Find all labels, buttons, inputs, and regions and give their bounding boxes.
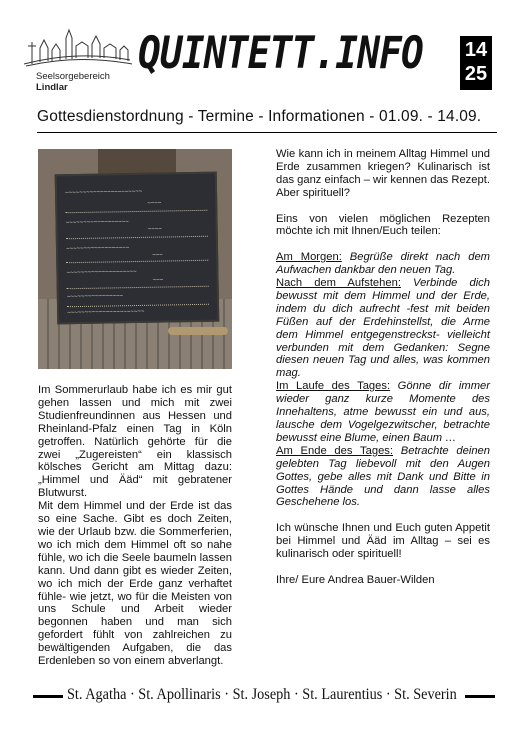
article-paragraph-2: Mit dem Himmel und der Erde ist das so eine Sache. Gibt es doch Zeiten, wie der Urlaub bzw. die Sommerferien, wo ich mich dem Himmel oft so nahe fühle, wo ich die Seele baumeln lassen kann. Und dann gibt es wieder Zeiten, wo ich mich der Erde ganz verhaftet fühle- wie jetzt, wo für die Meisten von uns Schule und Arbeit wieder begonnen haben und man sich gefordert fühlt von zahlreichen zu bewältigenden Aufgaben, die das Erdenleben so von einem abverlangt. xyxy=(38,500,232,668)
step-end-of-day-label: Am Ende des Tages: xyxy=(276,444,393,457)
footer-bar-left xyxy=(33,695,63,698)
step-getting-up-label: Nach dem Aufstehen: xyxy=(276,277,401,290)
footer-parishes xyxy=(33,686,495,706)
step-morning-text: Begrüße direkt nach dem Aufwachen dankbar den neuen Tag. xyxy=(276,251,490,277)
issue-number-bottom: 25 xyxy=(464,63,488,85)
logo-line-2: Lindlar xyxy=(36,82,68,93)
step-end-of-day-text: Betrachte deinen gelebten Tag liebevoll mit den Augen Gottes, gebe alles mit Dank und Bitte in Gottes Hände und dann lasse alles Geschehene los. xyxy=(276,444,491,509)
chalkboard: ~~~~~~~~~~~~~~~~~~~~~~ ~~~~ ~~~~~~~~~~~~~~~~~~ ~~~~ ~~~~~~~~~~~~~~~~~~ ~~~ ~~~~~~~~~~~~~~~~~~~~ ~~~ ~~~~~~~~~~~~~~~~ ~~~~~~~~~~~~~~~~~~~~~~ xyxy=(55,172,220,325)
step-getting-up-text: Verbinde dich bewusst mit dem Himmel und der Erde, indem du dich aufrecht -fest mit beiden Füßen auf der Erdehinstellst, die Arme dem Himmel entgegenstreckst- vielleicht verbunden mit dem Gedanken: Segne diesen neuen Tag und alles, was kommen mag. xyxy=(276,277,490,380)
step-getting-up xyxy=(276,277,490,380)
footer-parish-list: St. Agatha · St. Apollinaris · St. Joseph · St. Laurentius · St. Severin xyxy=(67,686,457,703)
step-morning xyxy=(276,251,490,277)
header-divider xyxy=(37,132,497,133)
left-article-column xyxy=(38,384,232,668)
right-article-column xyxy=(276,148,490,587)
newsletter-title: QUINTETT.INFO xyxy=(138,28,423,79)
intro-question: Aber spirituell? xyxy=(276,186,350,199)
footer-bar-right xyxy=(465,695,495,698)
step-during-day xyxy=(276,380,490,445)
issue-number-top: 14 xyxy=(464,39,488,61)
newsletter-subtitle: Gottesdienstordnung - Termine - Informationen - 01.09. - 14.09. xyxy=(37,108,482,125)
step-during-day-text: Gönne dir immer wieder ganz kurze Momente des Innehaltens, atme bewusst ein und aus, lausche dem Vogelgezwitscher, betrachte bewusst eine Blume, einen Baum … xyxy=(276,380,490,444)
intro-paragraph: Wie kann ich in meinem Alltag Himmel und Erde zusammen kriegen? Kulinarisch ist das ganz einfach – wir kennen das Rezept. xyxy=(276,148,490,186)
step-morning-label: Am Morgen: xyxy=(276,251,342,264)
issue-number-badge xyxy=(460,36,492,90)
church-skyline-icon xyxy=(22,28,134,70)
recipe-intro: Eins von vielen möglichen Rezepten möchte ich mit Ihnen/Euch teilen: xyxy=(276,212,490,238)
chalkboard-menu-photo xyxy=(38,149,232,369)
signature: Ihre/ Eure Andrea Bauer-Wilden xyxy=(276,573,435,586)
wooden-board xyxy=(168,327,228,335)
article-paragraph-1: Im Sommerurlaub habe ich es mir gut gehen lassen und mich mit zwei Studienfreundinnen aus Hessen und Rheinland-Pfalz einen Tag in Köln getroffen. Natürlich gehörte für die zwei „Zugereisten“ ein klassisch kölsches Gericht am Mittag dazu: „Himmel und Ääd“ mit gebratener Blutwurst. xyxy=(38,384,232,500)
step-end-of-day xyxy=(276,445,490,510)
parish-logo xyxy=(22,28,134,98)
logo-line-1: Seelsorgebereich xyxy=(36,71,110,82)
step-during-day-label: Im Laufe des Tages: xyxy=(276,380,391,393)
closing-paragraph: Ich wünsche Ihnen und Euch guten Appetit bei Himmel und Ääd im Alltag – sei es kulinarisch oder spirituell! xyxy=(276,522,490,561)
